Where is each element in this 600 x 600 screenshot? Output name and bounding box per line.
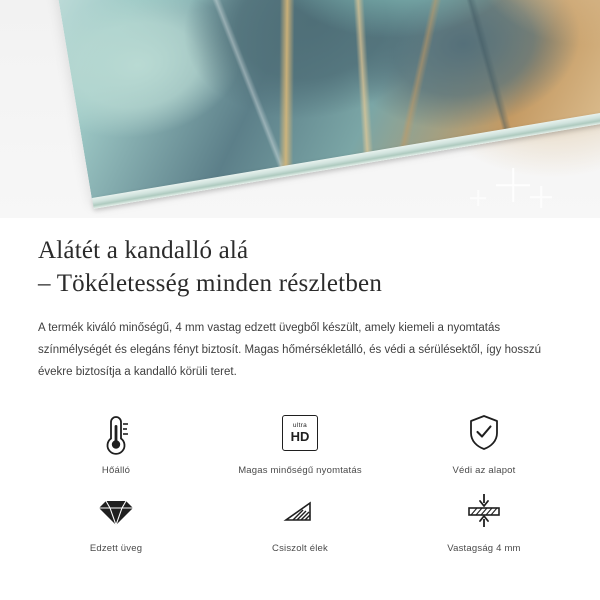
- feature-thickness: [392, 488, 576, 554]
- feature-label: Edzett üveg: [89, 542, 143, 554]
- hero-image: [0, 0, 600, 218]
- badge-top-text: ultra: [292, 421, 308, 429]
- feature-heat-resistant: [24, 410, 208, 476]
- thermometer-icon: [96, 410, 136, 456]
- diamond-icon: [95, 488, 137, 534]
- feature-tempered-glass: [24, 488, 208, 554]
- feature-polished-edges: [208, 488, 392, 554]
- feature-label: Vastagság 4 mm: [447, 542, 521, 554]
- ultra-hd-badge-icon: [282, 410, 318, 456]
- feature-grid: [0, 410, 600, 554]
- headline-line-2: – Tökéletesség minden részletben: [38, 270, 383, 298]
- feature-label: Hőálló: [101, 464, 131, 476]
- text-content: [0, 218, 600, 384]
- shield-check-icon: [464, 410, 504, 456]
- polished-edges-icon: [279, 488, 321, 534]
- badge-main-text: HD: [290, 429, 310, 445]
- feature-label: Védi az alapot: [452, 464, 516, 476]
- body-paragraph: A termék kiváló minőségű, 4 mm vastag edzett üvegből készült, amely kiemeli a nyomtatás színmélységét és elegáns fényt biztosít. Magas hőmérsékletálló, és védi a sérülésektől, így hosszú évekre biztosítja a kandalló körüli teret.: [38, 321, 542, 379]
- page-title: [38, 234, 562, 301]
- headline-line-1: Alátét a kandalló alá: [38, 237, 249, 264]
- feature-label: Csiszolt élek: [272, 542, 328, 554]
- thickness-4mm-icon: [463, 488, 505, 534]
- feature-label: Magas minőségű nyomtatás: [238, 464, 362, 476]
- feature-protects-surface: [392, 410, 576, 476]
- feature-print-quality: [208, 410, 392, 476]
